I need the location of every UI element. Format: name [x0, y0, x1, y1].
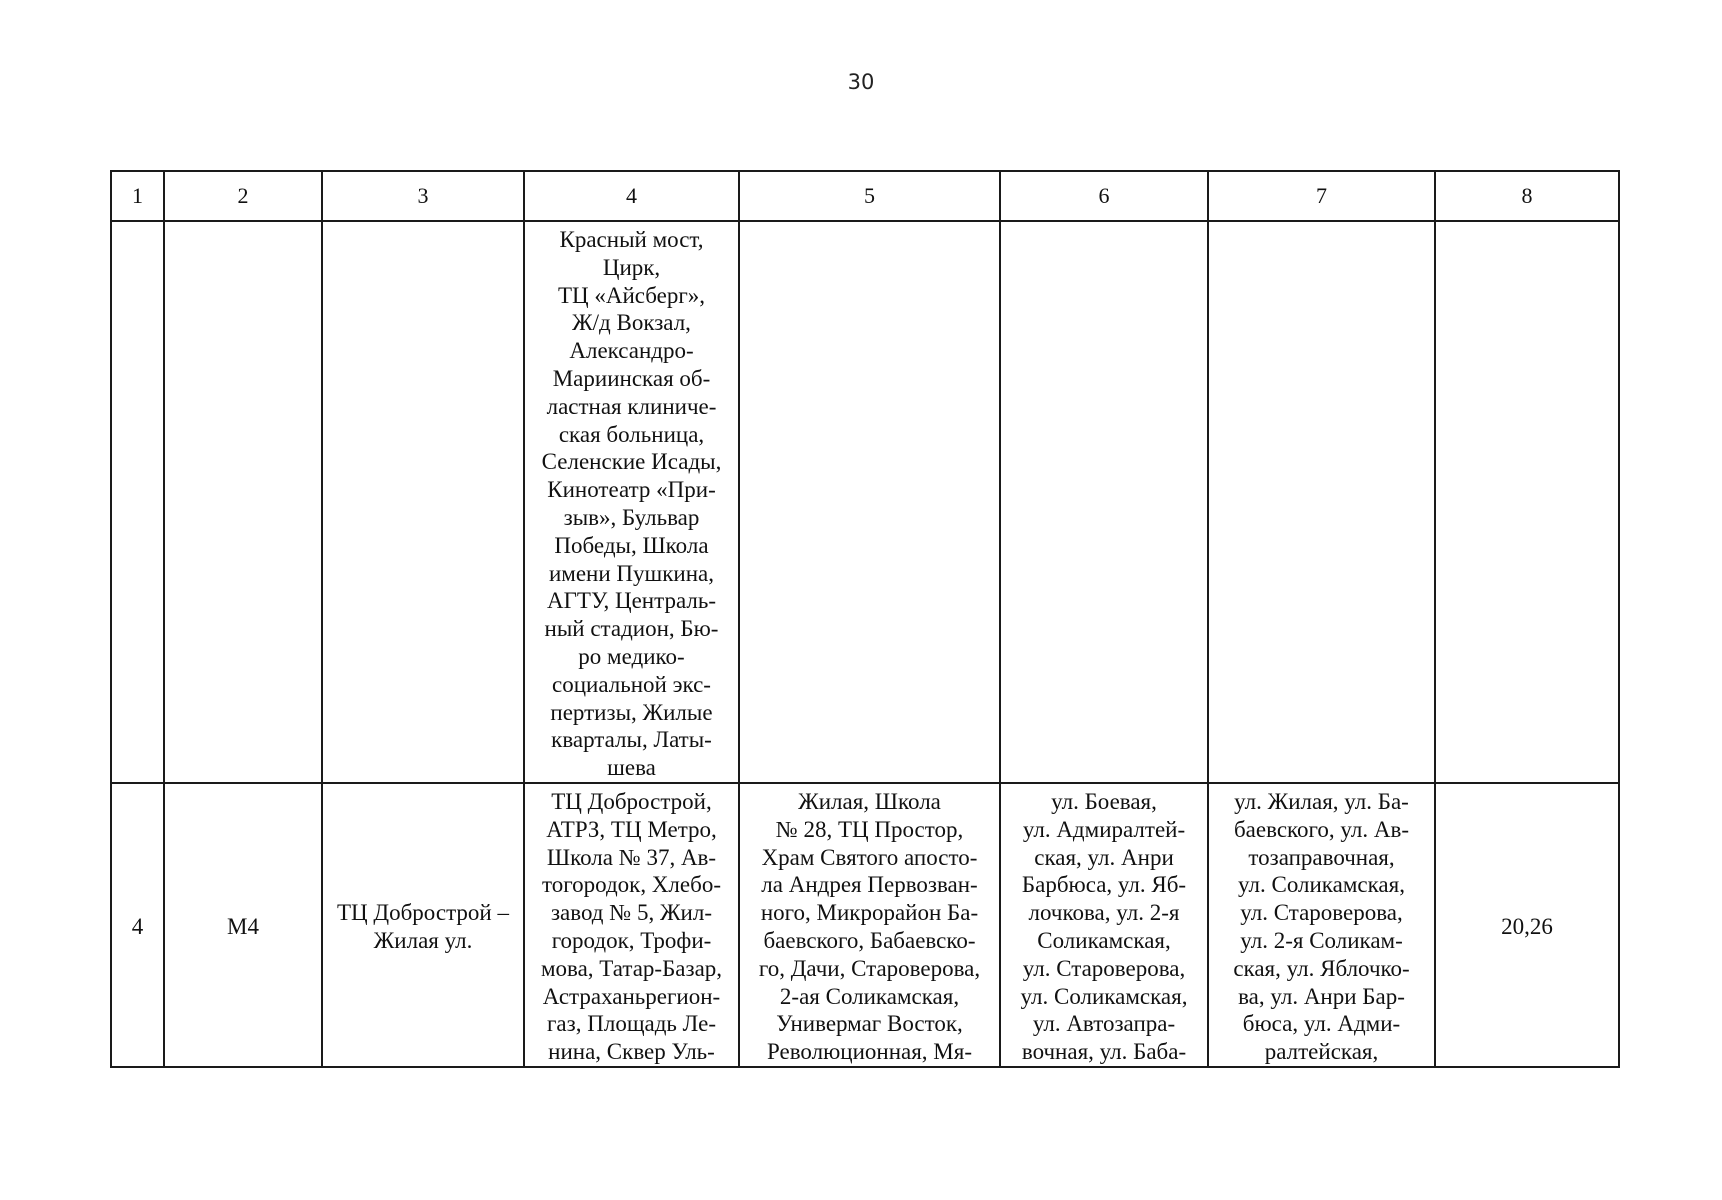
table-cell: [322, 221, 524, 783]
header-cell: 3: [322, 171, 524, 221]
table-cell: [322, 783, 524, 1067]
table-cell: [1000, 783, 1208, 1067]
routes-table: [110, 170, 1620, 1068]
table-row: [111, 783, 1619, 1067]
cell-text: Красный мост, Цирк, ТЦ «Айсберг», Ж/д Вокзал, Александро- Мариинская об- ластная клиниче- ская больница, Селенские Исады, Кинотеатр «При- зыв», Бульвар Победы, Школа имени Пушкина, АГТУ, Централь- ный стадион, Бю- ро медико- социальной экс- пертизы, Жилые кварталы, Латы- шева: [541, 227, 722, 781]
cell-text: 20,26: [1501, 914, 1553, 940]
table-cell: [111, 221, 164, 783]
page-number: 30: [847, 70, 875, 94]
table-cell: [111, 783, 164, 1067]
table-cell: [164, 221, 322, 783]
table-cell: [1208, 221, 1435, 783]
table-cell: [524, 221, 739, 783]
cell-text: ТЦ Добрострой, АТРЗ, ТЦ Метро, Школа № 37, Ав- тогородок, Хлебо- завод № 5, Жил- городок, Трофи- мова, Татар-Базар, Астраханьрегион- газ, Площадь Ле- нина, Сквер Уль-: [540, 789, 723, 1065]
table-cell: [1435, 221, 1619, 783]
header-cell: 5: [739, 171, 1000, 221]
header-cell: 7: [1208, 171, 1435, 221]
cell-text: ул. Боевая, ул. Адмиралтей- ская, ул. Анри Барбюса, ул. Яб- лочкова, ул. 2-я Соликамская, ул. Староверова, ул. Соликамская, ул. Автозапра- вочная, ул. Баба-: [1020, 789, 1188, 1065]
header-cell: 2: [164, 171, 322, 221]
cell-text: ТЦ Добрострой – Жилая ул.: [337, 900, 509, 953]
table-cell: [739, 221, 1000, 783]
header-cell: 4: [524, 171, 739, 221]
table-cell: [739, 783, 1000, 1067]
table-cell: [1000, 221, 1208, 783]
table-cell: [1208, 783, 1435, 1067]
cell-text: Жилая, Школа № 28, ТЦ Простор, Храм Святого апосто- ла Андрея Первозван- ного, Микрорайон Ба- баевского, Бабаевско- го, Дачи, Староверова, 2-ая Соликамская, Универмаг Восток, Революционная, Мя-: [758, 789, 981, 1065]
header-cell: 6: [1000, 171, 1208, 221]
cell-text: ул. Жилая, ул. Ба- баевского, ул. Ав- тозаправочная, ул. Соликамская, ул. Староверова, ул. 2-я Соликам- ская, ул. Яблочко- ва, ул. Анри Бар- бюса, ул. Адми- ралтейская,: [1233, 789, 1410, 1065]
cell-text: М4: [227, 914, 259, 940]
cell-text: 4: [131, 914, 144, 940]
header-cell: 1: [111, 171, 164, 221]
table-header-row: [111, 171, 1619, 221]
table-cell: [524, 783, 739, 1067]
table-cell: [1435, 783, 1619, 1067]
header-cell: 8: [1435, 171, 1619, 221]
table-row: [111, 221, 1619, 783]
table-cell: [164, 783, 322, 1067]
